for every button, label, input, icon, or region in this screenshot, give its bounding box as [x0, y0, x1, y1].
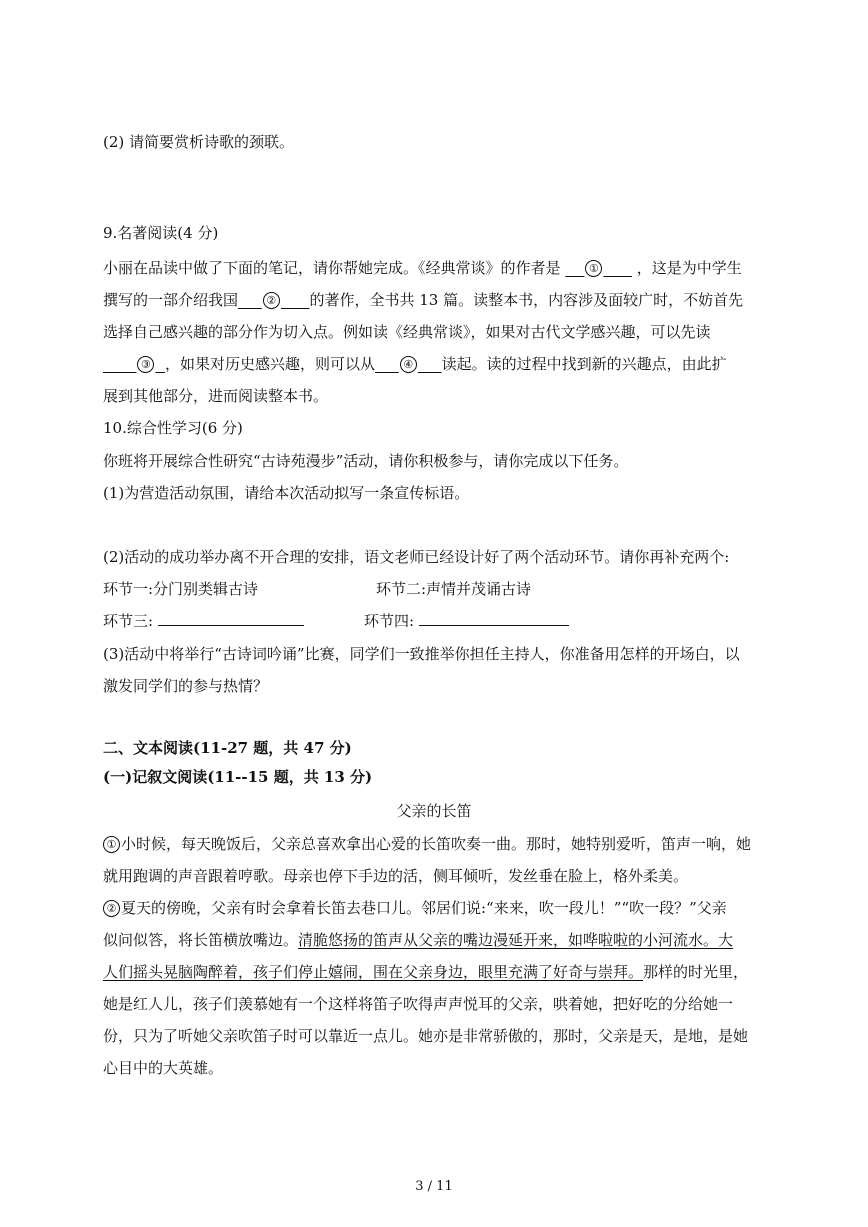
segment-3-blank[interactable]: [158, 611, 304, 626]
blank-3[interactable]: ③: [103, 354, 165, 374]
page-number: 3 / 11: [415, 1179, 453, 1194]
story-p2-line-6: 心目中的大英雄。: [103, 1059, 224, 1077]
question-10-title: 10.综合性学习(6 分): [103, 419, 243, 437]
question-8-2: (2) 请简要赏析诗歌的颈联。: [103, 133, 295, 151]
story-title: 父亲的长笛: [396, 802, 472, 820]
blank-4[interactable]: ④: [375, 354, 442, 374]
q10-intro: 你班将开展综合性研究“古诗苑漫步”活动，请你积极参与，请你完成以下任务。: [103, 452, 629, 470]
q9-line-2: 撰写的一部介绍我国 ② 的著作，全书共 13 篇。读整本书，内容涉及面较广时，不妨首先: [103, 291, 744, 309]
story-p1-line-1: ① 小时候，每天晚饭后，父亲总喜欢拿出心爱的长笛吹奏一曲。那时，她特别爱听，笛声一响，她: [103, 834, 751, 854]
story-p2-line-3: 人们摇头晃脑陶醉着，孩子们停止嬉闹，围在父亲身边，眼里充满了好奇与崇拜。那样的时光里，: [103, 963, 749, 981]
segment-3: 环节三:: [103, 611, 304, 631]
story-p1-line-2: 就用跑调的声音跟着哼歌。母亲也停下手边的活，侧耳倾听，发丝垂在脸上，格外柔美。: [103, 867, 689, 885]
question-9-title: 9.名著阅读(4 分): [103, 224, 219, 242]
q9-line-3: 选择自己感兴趣的部分作为切入点。例如读《经典常谈》，如果对古代文学感兴趣，可以先读: [103, 323, 711, 341]
segment-4-blank[interactable]: [419, 611, 569, 626]
underlined-sentence: 清脆悠扬的笛声从父亲的嘴边漫延开来，如哗啦啦的小河流水。大: [298, 931, 734, 949]
blank-2[interactable]: ②: [238, 290, 309, 310]
segment-4: 环节四:: [364, 611, 569, 631]
q9-line-5: 展到其他部分，进而阅读整本书。: [103, 387, 329, 405]
q9-line-1: 小丽在品读中做了下面的笔记，请你帮她完成。《经典常谈》的作者是 ① ，这是为中学生: [103, 259, 742, 277]
story-p2-line-5: 份，只为了听她父亲吹笛子时可以靠近一点儿。她亦是非常骄傲的，那时，父亲是天，是地，是她: [103, 1027, 749, 1045]
q10-part-1: (1)为营造活动氛围，请给本次活动拟写一条宣传标语。: [103, 484, 470, 502]
q9-line-4: ③ ，如果对历史感兴趣，则可以从 ④ 读起。读的过程中找到新的兴趣点，由此扩: [103, 354, 727, 374]
segment-1: 环节一:分门别类辑古诗: [103, 580, 259, 598]
underlined-sentence-cont: 人们摇头晃脑陶醉着，孩子们停止嬉闹，围在父亲身边，眼里充满了好奇与崇拜。: [103, 963, 644, 981]
q10-part-3: (3)活动中将举行“古诗词吟诵”比赛，同学们一致推举你担任主持人，你准备用怎样的开场白，以: [103, 645, 740, 663]
q10-part-3-cont: 激发同学们的参与热情？: [103, 677, 269, 695]
q10-part-2: (2)活动的成功举办离不开合理的安排，语文老师已经设计好了两个活动环节。请你再补充两个:: [103, 548, 730, 566]
story-p2-line-2: 似问似答，将长笛横放嘴边。清脆悠扬的笛声从父亲的嘴边漫延开来，如哗啦啦的小河流水。大: [103, 931, 734, 949]
section-2-title: 二、文本阅读(11-27 题，共 47 分): [103, 739, 352, 757]
story-p2-line-1: ② 夏天的傍晚，父亲有时会拿着长笛去巷口儿。邻居们说:“来来，吹一段儿！”“吹一段？”父亲: [103, 898, 727, 918]
blank-1[interactable]: ①: [565, 258, 632, 278]
segment-2: 环节二:声情并茂诵古诗: [376, 580, 532, 598]
story-p2-line-4: 她是红人儿，孩子们羡慕她有一个这样将笛子吹得声声悦耳的父亲，哄着她，把好吃的分给她一: [103, 995, 734, 1013]
section-2-subtitle: (一)记叙文阅读(11--15 题，共 13 分): [103, 768, 373, 786]
